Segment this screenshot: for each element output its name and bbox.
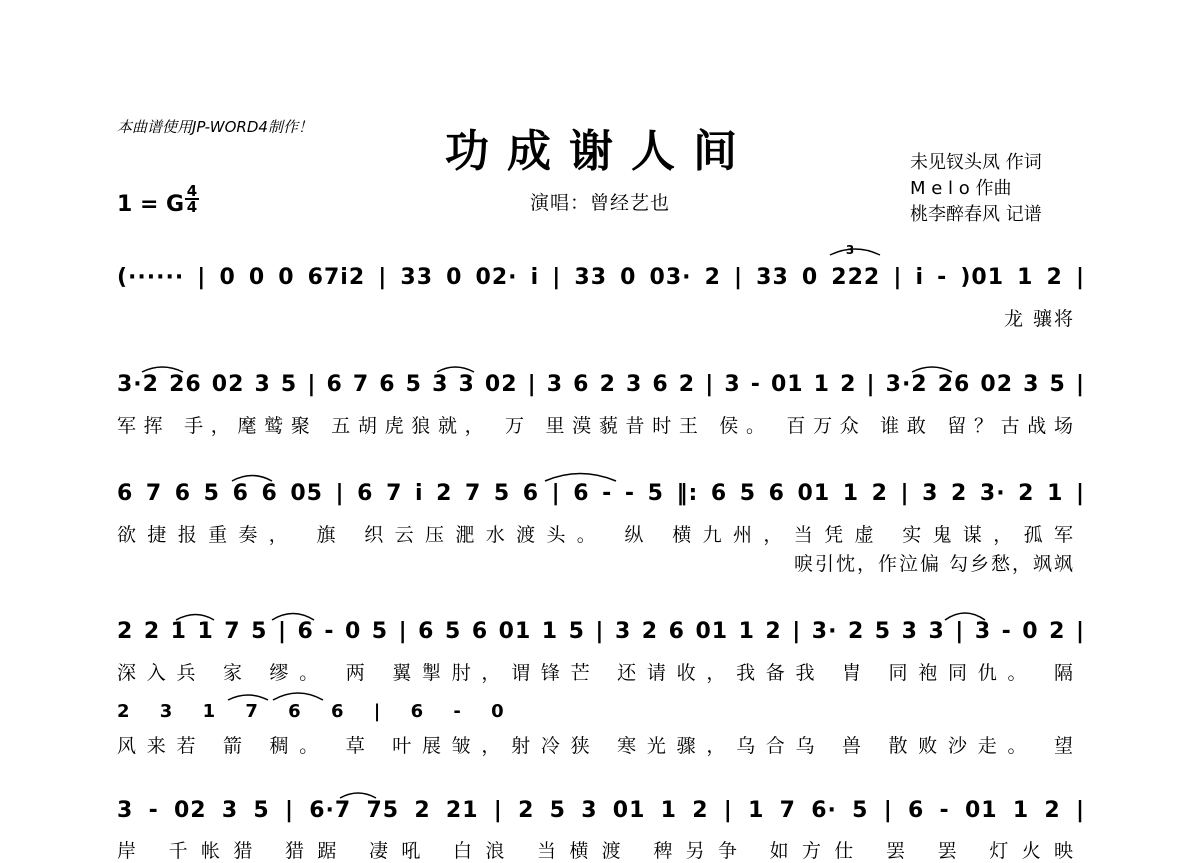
transcriber-credit: 桃李醉春风 记谱	[910, 204, 1042, 225]
lyric-row-2: 军挥 手，麾鹫聚 五胡虎狼就， 万 里漠藐昔时王 侯。 百万众 谁敢 留？古战场	[117, 415, 1075, 437]
composer-credit: M e l o 作曲	[910, 178, 1012, 199]
slur-mark	[272, 614, 314, 621]
slur-mark	[176, 615, 214, 621]
lyric-row-1: 龙 骧将	[1003, 308, 1075, 330]
slur-mark	[545, 474, 616, 482]
tool-note: 本曲谱使用JP-WORD4制作！	[117, 118, 313, 136]
slur-mark	[830, 249, 880, 255]
music-row-5: 3 - 02 3 5 | 6·7 75 2 21 | 2 5 3 01 1 2 | 1 7 6· 5 | 6 - 01 1 2 |	[117, 798, 1085, 823]
music-row-1: (······ | 0 0 0 67i2 | 33 0 02· i | 33 0 03· 2 | 33 0 222 | i - )01 1 2 |	[117, 265, 1085, 290]
music-row-3: 6 7 6 5 6 6 05 | 6 7 i 2 7 5 6 | 6 - - 5 ‖: 6 5 6 01 1 2 | 3 2 3· 2 1 |	[117, 481, 1085, 506]
lyric-row-3: 欲捷报重奏， 旗 织云压淝水渡头。 纵 横九州，当凭虚 实鬼谋，孤军	[117, 524, 1075, 546]
time-signature-top: 4	[186, 182, 198, 200]
time-signature-bottom: 4	[186, 198, 198, 216]
music-row-4b: 2 3 1 7 6 6 | 6 - 0	[117, 701, 516, 722]
song-title: 功成谢人间	[445, 126, 755, 177]
slur-mark	[142, 367, 183, 372]
slur-mark	[340, 793, 376, 798]
music-row-2: 3·2 26 02 3 5 | 6 7 6 5 3 3 02 | 3 6 2 3 6 2 | 3 - 01 1 2 | 3·2 26 02 3 5 |	[117, 372, 1085, 397]
lyric-row-6: 岸 千帐猎 猎踞 凄吼 白浪 当横渡 稗另争 如方仕 罢 罢 灯火映	[117, 840, 1075, 862]
lyric-row-4: 深入兵 家 缪。 两 翼掣肘，谓锋芒 还请收，我备我 胄 同袍同仇。 隔	[117, 662, 1075, 684]
slur-mark	[273, 693, 323, 700]
lyric-row-3b: 唳引忱，作泣偏 勾乡愁，飒飒	[793, 553, 1075, 575]
slur-mark	[437, 367, 474, 372]
lyricist-credit: 未见钗头凤 作词	[910, 152, 1042, 173]
slur-mark	[945, 613, 985, 620]
lyric-row-5: 风来若 箭 稠。 草 叶展皱，射冷狭 寒光骤，乌合乌 兽 散败沙走。 望	[117, 735, 1075, 757]
singer-line: 演唱：曾经艺也	[529, 192, 670, 214]
tuplet-mark: 3	[845, 243, 855, 257]
key-signature: 1 = G	[117, 192, 185, 217]
music-row-4: 2 2 1 1 7 5 | 6 - 0 5 | 6 5 6 01 1 5 | 3 2 6 01 1 2 | 3· 2 5 3 3 | 3 - 0 2 |	[117, 619, 1085, 644]
slur-mark	[912, 367, 952, 372]
slur-mark	[232, 476, 272, 482]
slur-mark	[228, 695, 268, 700]
